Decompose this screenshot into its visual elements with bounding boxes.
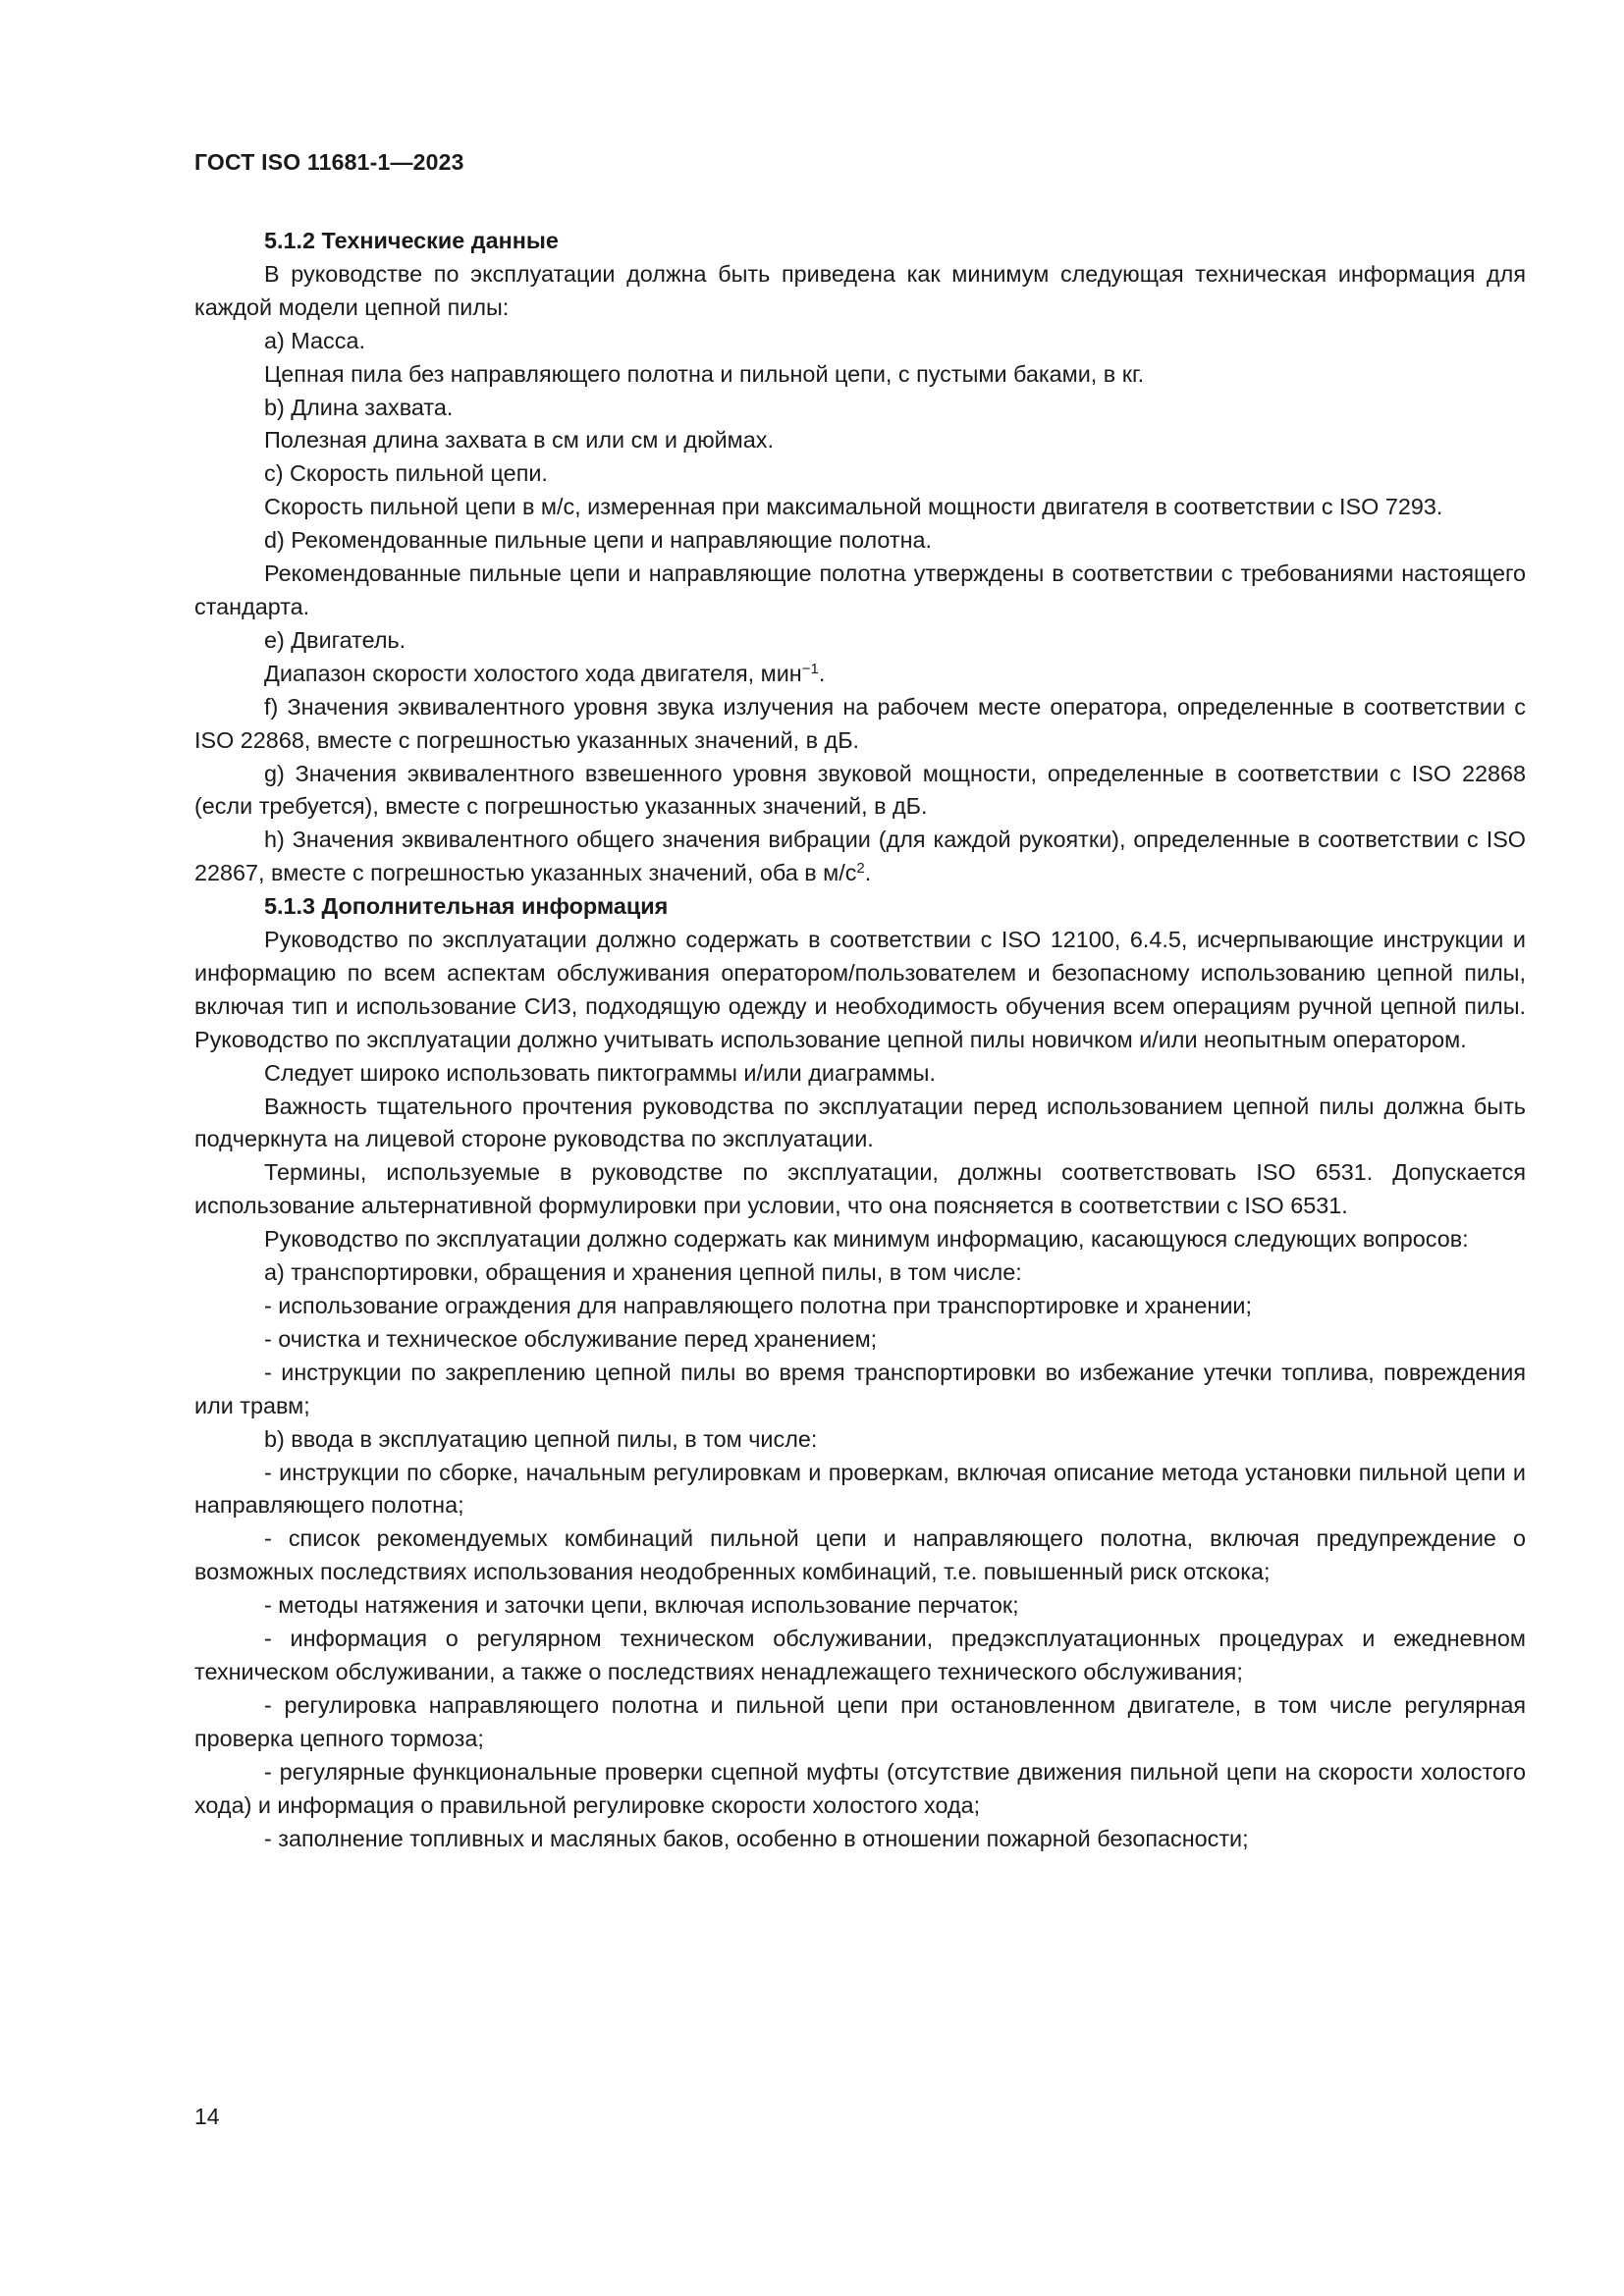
item-e-superscript: −1 bbox=[801, 660, 819, 677]
section-heading-5-1-3: 5.1.3 Дополнительная информация bbox=[264, 893, 669, 920]
item-e-text-end: . bbox=[818, 660, 826, 686]
list-item-b-5: - регулировка направляющего полотна и пильной цепи при остановленном двигателе, в том числе регулярная проверка цепного тормоза; bbox=[194, 1691, 1526, 1751]
document-header: ГОСТ ISO 11681-1—2023 bbox=[194, 149, 464, 175]
item-g: g) Значения эквивалентного взвешенного уровня звуковой мощности, определенные в соответствии с ISO 22868 (если требуется), вместе с погрешностью указанных значений, в дБ. bbox=[194, 760, 1526, 820]
list-item-a-1: - использование ограждения для направляющего полотна при транспортировке и хранении; bbox=[264, 1293, 1252, 1318]
list-item-a: а) транспортировки, обращения и хранения цепной пилы, в том числе: bbox=[264, 1259, 1022, 1286]
item-h-text-main: h) Значения эквивалентного общего значения вибрации (для каждой рукоятки), определенные в соответствии с ISO 22867, вместе с погрешностью указанных значений, оба в м/с bbox=[194, 827, 1526, 886]
item-h-text-end: . bbox=[864, 860, 872, 886]
section-heading-5-1-2: 5.1.2 Технические данные bbox=[264, 228, 559, 253]
item-f: f) Значения эквивалентного уровня звука излучения на рабочем месте оператора, определенные в соответствии с ISO 22868, вместе с погрешностью указанных значений, в дБ. bbox=[194, 693, 1526, 753]
list-item-b: b) ввода в эксплуатацию цепной пилы, в том числе: bbox=[264, 1425, 818, 1452]
item-h bbox=[194, 824, 1526, 890]
item-d-text: Рекомендованные пильные цепи и направляющие полотна утверждены в соответствии с требованиями настоящего стандарта. bbox=[194, 561, 1526, 619]
item-a-title: а) Масса. bbox=[264, 327, 365, 353]
item-h-superscript: 2 bbox=[856, 860, 865, 878]
item-b-text: Полезная длина захвата в см или см и дюймах. bbox=[264, 427, 774, 454]
paragraph-pictograms: Следует широко использовать пиктограммы и/или диаграммы. bbox=[264, 1059, 936, 1086]
item-e-text bbox=[194, 658, 1526, 691]
paragraph-importance: Важность тщательного прочтения руководства по эксплуатации перед использованием цепной пилы должна быть подчеркнута на лицевой стороне руководства по эксплуатации. bbox=[194, 1093, 1526, 1152]
list-item-b-3: - методы натяжения и заточки цепи, включая использование перчаток; bbox=[264, 1592, 1019, 1619]
item-c-text: Скорость пильной цепи в м/с, измеренная при максимальной мощности двигателя в соответствии с ISO 7293. bbox=[264, 494, 1443, 520]
page-number: 14 bbox=[194, 2104, 220, 2129]
list-item-b-6: - регулярные функциональные проверки сцепной муфты (отсутствие движения пильной цепи на скорости холостого хода) и информация о правильной регулировке скорости холостого хода; bbox=[194, 1758, 1526, 1818]
list-item-b-7: - заполнение топливных и масляных баков, особенно в отношении пожарной безопасности; bbox=[264, 1825, 1249, 1851]
item-e-title: e) Двигатель. bbox=[264, 626, 406, 653]
item-a-text: Цепная пила без направляющего полотна и пильной цепи, с пустыми баками, в кг. bbox=[264, 360, 1145, 387]
document-body bbox=[194, 225, 1526, 1855]
item-d-title: d) Рекомендованные пильные цепи и направляющие полотна. bbox=[264, 527, 932, 554]
paragraph-minimum-info: Руководство по эксплуатации должно содержать как минимум информацию, касающуюся следующих вопросов: bbox=[264, 1226, 1469, 1253]
list-item-b-1: - инструкции по сборке, начальным регулировкам и проверкам, включая описание метода установки пильной цепи и направляющего полотна; bbox=[194, 1459, 1526, 1519]
list-item-a-3: - инструкции по закреплению цепной пилы во время транспортировки во избежание утечки топлива, повреждения или травм; bbox=[194, 1359, 1526, 1418]
list-item-a-2: - очистка и техническое обслуживание перед хранением; bbox=[264, 1325, 878, 1352]
list-item-b-4: - информация о регулярном техническом обслуживании, предэксплуатационных процедурах и ежедневном техническом обслуживании, а также о последствиях ненадлежащего технического обслуживания; bbox=[194, 1626, 1526, 1684]
list-item-b-2: - список рекомендуемых комбинаций пильной цепи и направляющего полотна, включая предупреждение о возможных последствиях использования неодобренных комбинаций, т.е. повышенный риск отскока; bbox=[194, 1525, 1526, 1585]
item-b-title: b) Длина захвата. bbox=[264, 394, 454, 420]
paragraph-manual-content: Руководство по эксплуатации должно содержать в соответствии с ISO 12100, 6.4.5, исчерпывающие инструкции и информацию по всем аспектам обслуживания оператором/пользователем и безопасному использованию цепной пилы, включая тип и использование СИЗ, подходящую одежду и необходимость обучения всем операциям ручной цепной пилы. Руководство по эксплуатации должно учитывать использование цепной пилы новичком и/или неопытным оператором. bbox=[194, 927, 1526, 1052]
item-c-title: c) Скорость пильной цепи. bbox=[264, 460, 548, 487]
item-e-text-main: Диапазон скорости холостого хода двигателя, мин bbox=[264, 660, 802, 686]
paragraph-terms: Термины, используемые в руководстве по эксплуатации, должны соответствовать ISO 6531. Допускается использование альтернативной формулировки при условии, что она поясняется в соответствии с ISO 6531. bbox=[194, 1159, 1526, 1219]
paragraph-intro: В руководстве по эксплуатации должна быть приведена как минимум следующая техническая информация для каждой модели цепной пилы: bbox=[194, 260, 1526, 320]
